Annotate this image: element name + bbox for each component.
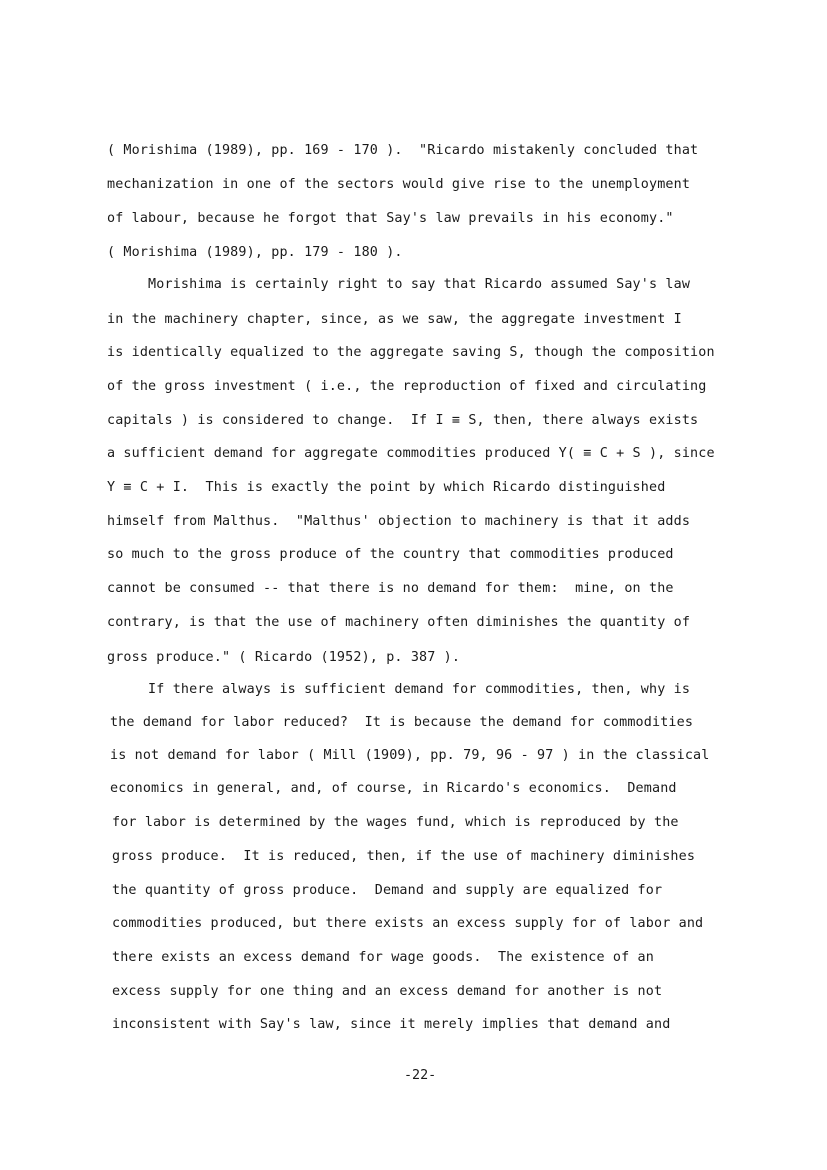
text-line: of labour, because he forgot that Say's law prevails in his economy." [107,211,674,226]
text-line: gross produce. It is reduced, then, if the use of machinery diminishes [112,849,696,864]
text-line: Morishima is certainly right to say that Ricardo assumed Say's law [107,277,691,292]
text-line: cannot be consumed -- that there is no demand for them: mine, on the [107,581,674,596]
text-line: for labor is determined by the wages fund, which is reproduced by the [112,815,679,830]
text-line: inconsistent with Say's law, since it merely implies that demand and [112,1017,671,1032]
text-line: gross produce." ( Ricardo (1952), p. 387 ). [107,650,461,665]
page-number: -22- [404,1068,437,1083]
text-line: excess supply for one thing and an excess demand for another is not [112,984,663,999]
text-line: there exists an excess demand for wage goods. The existence of an [112,950,654,965]
text-line: of the gross investment ( i.e., the reproduction of fixed and circulating [107,379,707,394]
text-line: mechanization in one of the sectors would give rise to the unemployment [107,177,691,192]
text-line: capitals ) is considered to change. If I ≡ S, then, there always exists [107,413,699,428]
text-line: a sufficient demand for aggregate commodities produced Y( ≡ C + S ), since [107,446,715,461]
text-line: the quantity of gross produce. Demand and supply are equalized for [112,883,663,898]
text-line: in the machinery chapter, since, as we saw, the aggregate investment I [107,312,682,327]
text-line: ( Morishima (1989), pp. 179 - 180 ). [107,245,403,260]
text-line: so much to the gross produce of the country that commodities produced [107,547,674,562]
text-line: the demand for labor reduced? It is because the demand for commodities [110,715,694,730]
text-line: is not demand for labor ( Mill (1909), pp. 79, 96 - 97 ) in the classical [110,748,710,763]
text-line: If there always is sufficient demand for commodities, then, why is [107,682,691,697]
text-line: Y ≡ C + I. This is exactly the point by which Ricardo distinguished [107,480,666,495]
text-line: ( Morishima (1989), pp. 169 - 170 ). "Ricardo mistakenly concluded that [107,143,699,158]
text-line: economics in general, and, of course, in Ricardo's economics. Demand [110,781,677,796]
text-line: contrary, is that the use of machinery often diminishes the quantity of [107,615,691,630]
text-line: himself from Malthus. "Malthus' objection to machinery is that it adds [107,514,691,529]
text-line: commodities produced, but there exists an excess supply for of labor and [112,916,704,931]
text-line: is identically equalized to the aggregate saving S, though the composition [107,345,715,360]
